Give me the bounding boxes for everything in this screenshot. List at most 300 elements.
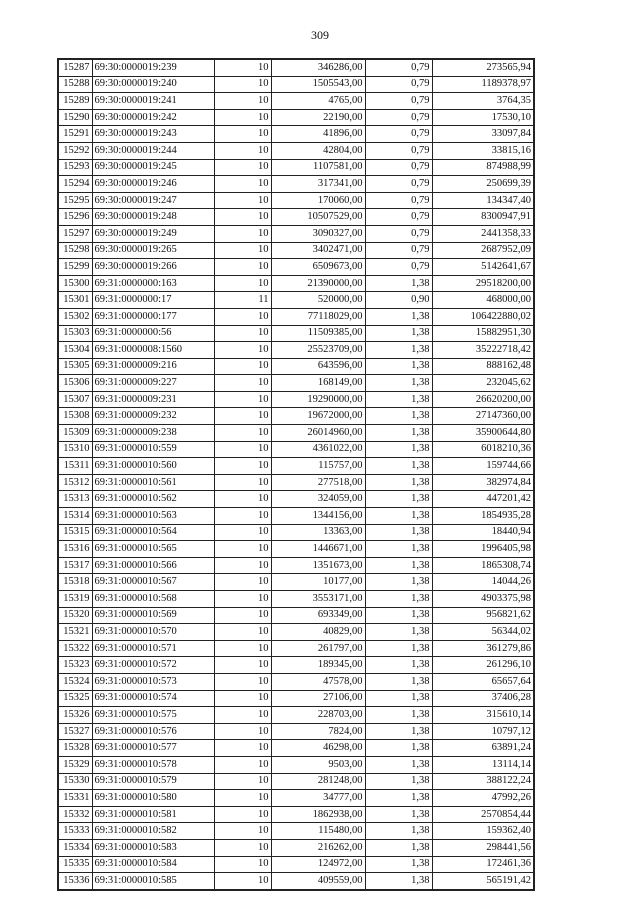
coefficient-cell: 1,38 [365, 458, 432, 475]
table-row [58, 557, 534, 574]
amount-cell: 2687952,09 [432, 242, 534, 259]
cadastral-number-cell: 69:31:0000010:574 [92, 690, 214, 707]
area-value-cell: 346286,00 [271, 59, 365, 76]
table-row [58, 192, 534, 209]
coefficient-cell: 1,38 [365, 624, 432, 641]
area-value-cell: 189345,00 [271, 657, 365, 674]
amount-cell: 261296,10 [432, 657, 534, 674]
coefficient-cell: 0,79 [365, 93, 432, 110]
cadastral-number-cell: 69:31:0000010:579 [92, 773, 214, 790]
category-code-cell: 10 [214, 657, 271, 674]
area-value-cell: 409559,00 [271, 873, 365, 890]
row-number-cell: 15311 [58, 458, 92, 475]
row-number-cell: 15296 [58, 209, 92, 226]
amount-cell: 63891,24 [432, 740, 534, 757]
row-number-cell: 15327 [58, 723, 92, 740]
area-value-cell: 1446671,00 [271, 541, 365, 558]
row-number-cell: 15297 [58, 225, 92, 242]
row-number-cell: 15319 [58, 591, 92, 608]
area-value-cell: 22190,00 [271, 109, 365, 126]
cadastral-number-cell: 69:31:0000000:17 [92, 292, 214, 309]
cadastral-number-cell: 69:31:0000010:563 [92, 508, 214, 525]
area-value-cell: 1505543,00 [271, 76, 365, 93]
table-row [58, 756, 534, 773]
row-number-cell: 15295 [58, 192, 92, 209]
area-value-cell: 7824,00 [271, 723, 365, 740]
row-number-cell: 15288 [58, 76, 92, 93]
coefficient-cell: 1,38 [365, 806, 432, 823]
category-code-cell: 10 [214, 225, 271, 242]
amount-cell: 56344,02 [432, 624, 534, 641]
table-row [58, 773, 534, 790]
cadastral-number-cell: 69:31:0000010:585 [92, 873, 214, 890]
table-row [58, 823, 534, 840]
row-number-cell: 15292 [58, 142, 92, 159]
cadastral-number-cell: 69:31:0000010:580 [92, 790, 214, 807]
row-number-cell: 15335 [58, 856, 92, 873]
row-number-cell: 15299 [58, 259, 92, 276]
amount-cell: 6018210,36 [432, 441, 534, 458]
row-number-cell: 15287 [58, 59, 92, 76]
area-value-cell: 115757,00 [271, 458, 365, 475]
cadastral-number-cell: 69:31:0000010:583 [92, 839, 214, 856]
cadastral-number-cell: 69:30:0000019:245 [92, 159, 214, 176]
table-row [58, 391, 534, 408]
row-number-cell: 15326 [58, 707, 92, 724]
category-code-cell: 10 [214, 441, 271, 458]
coefficient-cell: 1,38 [365, 425, 432, 442]
coefficient-cell: 1,38 [365, 723, 432, 740]
table-row [58, 126, 534, 143]
cadastral-number-cell: 69:31:0000000:177 [92, 308, 214, 325]
table-row [58, 673, 534, 690]
table-row [58, 225, 534, 242]
area-value-cell: 3402471,00 [271, 242, 365, 259]
coefficient-cell: 1,38 [365, 508, 432, 525]
cadastral-number-cell: 69:31:0000009:227 [92, 375, 214, 392]
category-code-cell: 10 [214, 458, 271, 475]
coefficient-cell: 1,38 [365, 474, 432, 491]
cadastral-number-cell: 69:31:0000009:232 [92, 408, 214, 425]
row-number-cell: 15289 [58, 93, 92, 110]
row-number-cell: 15333 [58, 823, 92, 840]
amount-cell: 10797,12 [432, 723, 534, 740]
amount-cell: 1854935,28 [432, 508, 534, 525]
table-row [58, 541, 534, 558]
amount-cell: 1865308,74 [432, 557, 534, 574]
coefficient-cell: 0,90 [365, 292, 432, 309]
category-code-cell: 10 [214, 574, 271, 591]
category-code-cell: 10 [214, 59, 271, 76]
cadastral-number-cell: 69:31:0000010:576 [92, 723, 214, 740]
area-value-cell: 124972,00 [271, 856, 365, 873]
table-row [58, 93, 534, 110]
table-row [58, 591, 534, 608]
amount-cell: 273565,94 [432, 59, 534, 76]
coefficient-cell: 0,79 [365, 225, 432, 242]
row-number-cell: 15309 [58, 425, 92, 442]
amount-cell: 18440,94 [432, 524, 534, 541]
row-number-cell: 15290 [58, 109, 92, 126]
category-code-cell: 10 [214, 707, 271, 724]
cadastral-number-cell: 69:30:0000019:248 [92, 209, 214, 226]
area-value-cell: 643596,00 [271, 358, 365, 375]
area-value-cell: 19672000,00 [271, 408, 365, 425]
row-number-cell: 15320 [58, 607, 92, 624]
amount-cell: 382974,84 [432, 474, 534, 491]
category-code-cell: 10 [214, 856, 271, 873]
area-value-cell: 46298,00 [271, 740, 365, 757]
coefficient-cell: 1,38 [365, 707, 432, 724]
coefficient-cell: 0,79 [365, 59, 432, 76]
cadastral-number-cell: 69:31:0000010:584 [92, 856, 214, 873]
area-value-cell: 10177,00 [271, 574, 365, 591]
cadastral-number-cell: 69:30:0000019:246 [92, 176, 214, 193]
amount-cell: 26620200,00 [432, 391, 534, 408]
amount-cell: 33815,16 [432, 142, 534, 159]
category-code-cell: 10 [214, 342, 271, 359]
table-row [58, 839, 534, 856]
table-row [58, 690, 534, 707]
table-row [58, 76, 534, 93]
row-number-cell: 15291 [58, 126, 92, 143]
table-row [58, 159, 534, 176]
category-code-cell: 10 [214, 773, 271, 790]
cadastral-number-cell: 69:30:0000019:265 [92, 242, 214, 259]
row-number-cell: 15317 [58, 557, 92, 574]
cadastral-number-cell: 69:31:0000009:216 [92, 358, 214, 375]
coefficient-cell: 0,79 [365, 142, 432, 159]
area-value-cell: 277518,00 [271, 474, 365, 491]
coefficient-cell: 1,38 [365, 640, 432, 657]
table-row [58, 308, 534, 325]
amount-cell: 888162,48 [432, 358, 534, 375]
row-number-cell: 15331 [58, 790, 92, 807]
area-value-cell: 168149,00 [271, 375, 365, 392]
amount-cell: 37406,28 [432, 690, 534, 707]
category-code-cell: 10 [214, 358, 271, 375]
row-number-cell: 15308 [58, 408, 92, 425]
cadastral-number-cell: 69:31:0000010:564 [92, 524, 214, 541]
category-code-cell: 10 [214, 740, 271, 757]
table-row [58, 59, 534, 76]
amount-cell: 35222718,42 [432, 342, 534, 359]
area-value-cell: 1351673,00 [271, 557, 365, 574]
coefficient-cell: 1,38 [365, 358, 432, 375]
area-value-cell: 9503,00 [271, 756, 365, 773]
category-code-cell: 10 [214, 76, 271, 93]
row-number-cell: 15304 [58, 342, 92, 359]
category-code-cell: 10 [214, 275, 271, 292]
row-number-cell: 15301 [58, 292, 92, 309]
cadastral-number-cell: 69:31:0000010:572 [92, 657, 214, 674]
amount-cell: 27147360,00 [432, 408, 534, 425]
table-row [58, 740, 534, 757]
amount-cell: 15882951,30 [432, 325, 534, 342]
area-value-cell: 13363,00 [271, 524, 365, 541]
cadastral-number-cell: 69:30:0000019:240 [92, 76, 214, 93]
category-code-cell: 10 [214, 408, 271, 425]
amount-cell: 35900644,80 [432, 425, 534, 442]
cadastral-number-cell: 69:31:0000010:571 [92, 640, 214, 657]
area-value-cell: 281248,00 [271, 773, 365, 790]
cadastral-number-cell: 69:30:0000019:239 [92, 59, 214, 76]
cadastral-number-cell: 69:30:0000019:241 [92, 93, 214, 110]
row-number-cell: 15329 [58, 756, 92, 773]
table-row [58, 242, 534, 259]
cadastral-number-cell: 69:31:0000008:1560 [92, 342, 214, 359]
coefficient-cell: 1,38 [365, 574, 432, 591]
amount-cell: 159362,40 [432, 823, 534, 840]
category-code-cell: 10 [214, 391, 271, 408]
cadastral-number-cell: 69:31:0000010:581 [92, 806, 214, 823]
area-value-cell: 170060,00 [271, 192, 365, 209]
coefficient-cell: 1,38 [365, 325, 432, 342]
table-row [58, 142, 534, 159]
cadastral-number-cell: 69:31:0000010:568 [92, 591, 214, 608]
category-code-cell: 10 [214, 176, 271, 193]
coefficient-cell: 0,79 [365, 259, 432, 276]
table-row [58, 508, 534, 525]
area-value-cell: 228703,00 [271, 707, 365, 724]
amount-cell: 250699,39 [432, 176, 534, 193]
area-value-cell: 520000,00 [271, 292, 365, 309]
amount-cell: 5142641,67 [432, 259, 534, 276]
coefficient-cell: 1,38 [365, 391, 432, 408]
table-row [58, 176, 534, 193]
coefficient-cell: 1,38 [365, 856, 432, 873]
category-code-cell: 10 [214, 823, 271, 840]
cadastral-number-cell: 69:31:0000010:578 [92, 756, 214, 773]
row-number-cell: 15305 [58, 358, 92, 375]
cadastral-number-cell: 69:31:0000010:577 [92, 740, 214, 757]
cadastral-number-cell: 69:30:0000019:247 [92, 192, 214, 209]
area-value-cell: 693349,00 [271, 607, 365, 624]
cadastral-number-cell: 69:31:0000009:238 [92, 425, 214, 442]
category-code-cell: 10 [214, 557, 271, 574]
cadastral-number-cell: 69:31:0000009:231 [92, 391, 214, 408]
coefficient-cell: 1,38 [365, 607, 432, 624]
category-code-cell: 10 [214, 640, 271, 657]
row-number-cell: 15310 [58, 441, 92, 458]
amount-cell: 13114,14 [432, 756, 534, 773]
amount-cell: 159744,66 [432, 458, 534, 475]
area-value-cell: 115480,00 [271, 823, 365, 840]
coefficient-cell: 1,38 [365, 690, 432, 707]
cadastral-number-cell: 69:31:0000010:559 [92, 441, 214, 458]
cadastral-number-cell: 69:30:0000019:244 [92, 142, 214, 159]
category-code-cell: 11 [214, 292, 271, 309]
amount-cell: 47992,26 [432, 790, 534, 807]
row-number-cell: 15314 [58, 508, 92, 525]
coefficient-cell: 1,38 [365, 591, 432, 608]
coefficient-cell: 1,38 [365, 873, 432, 890]
table-row [58, 275, 534, 292]
category-code-cell: 10 [214, 690, 271, 707]
coefficient-cell: 1,38 [365, 740, 432, 757]
row-number-cell: 15321 [58, 624, 92, 641]
amount-cell: 33097,84 [432, 126, 534, 143]
table-row [58, 259, 534, 276]
amount-cell: 8300947,91 [432, 209, 534, 226]
area-value-cell: 25523709,00 [271, 342, 365, 359]
category-code-cell: 10 [214, 624, 271, 641]
table-row [58, 474, 534, 491]
amount-cell: 232045,62 [432, 375, 534, 392]
cadastral-number-cell: 69:31:0000010:562 [92, 491, 214, 508]
amount-cell: 14044,26 [432, 574, 534, 591]
table-row [58, 607, 534, 624]
amount-cell: 4903375,98 [432, 591, 534, 608]
row-number-cell: 15313 [58, 491, 92, 508]
area-value-cell: 26014960,00 [271, 425, 365, 442]
amount-cell: 2570854,44 [432, 806, 534, 823]
category-code-cell: 10 [214, 607, 271, 624]
table-row [58, 292, 534, 309]
row-number-cell: 15293 [58, 159, 92, 176]
coefficient-cell: 0,79 [365, 159, 432, 176]
table-row [58, 425, 534, 442]
coefficient-cell: 0,79 [365, 242, 432, 259]
cadastral-number-cell: 69:31:0000010:575 [92, 707, 214, 724]
table-row [58, 574, 534, 591]
coefficient-cell: 1,38 [365, 441, 432, 458]
coefficient-cell: 0,79 [365, 176, 432, 193]
row-number-cell: 15302 [58, 308, 92, 325]
cadastral-number-cell: 69:31:0000010:566 [92, 557, 214, 574]
row-number-cell: 15324 [58, 673, 92, 690]
coefficient-cell: 1,38 [365, 823, 432, 840]
table-row [58, 491, 534, 508]
coefficient-cell: 1,38 [365, 756, 432, 773]
area-value-cell: 21390000,00 [271, 275, 365, 292]
coefficient-cell: 0,79 [365, 192, 432, 209]
coefficient-cell: 1,38 [365, 375, 432, 392]
row-number-cell: 15306 [58, 375, 92, 392]
category-code-cell: 10 [214, 325, 271, 342]
row-number-cell: 15323 [58, 657, 92, 674]
cadastral-number-cell: 69:31:0000010:570 [92, 624, 214, 641]
table-row [58, 806, 534, 823]
row-number-cell: 15315 [58, 524, 92, 541]
cadastral-number-cell: 69:30:0000019:249 [92, 225, 214, 242]
area-value-cell: 41896,00 [271, 126, 365, 143]
row-number-cell: 15336 [58, 873, 92, 890]
coefficient-cell: 1,38 [365, 673, 432, 690]
table-row [58, 375, 534, 392]
table-row [58, 342, 534, 359]
table-row [58, 640, 534, 657]
cadastral-number-cell: 69:31:0000000:56 [92, 325, 214, 342]
amount-cell: 565191,42 [432, 873, 534, 890]
amount-cell: 1996405,98 [432, 541, 534, 558]
row-number-cell: 15334 [58, 839, 92, 856]
area-value-cell: 77118029,00 [271, 308, 365, 325]
row-number-cell: 15332 [58, 806, 92, 823]
category-code-cell: 10 [214, 491, 271, 508]
table-row [58, 524, 534, 541]
table-row [58, 707, 534, 724]
category-code-cell: 10 [214, 142, 271, 159]
amount-cell: 447201,42 [432, 491, 534, 508]
cadastral-number-cell: 69:30:0000019:242 [92, 109, 214, 126]
amount-cell: 388122,24 [432, 773, 534, 790]
category-code-cell: 10 [214, 259, 271, 276]
amount-cell: 134347,40 [432, 192, 534, 209]
amount-cell: 874988,99 [432, 159, 534, 176]
table-row [58, 209, 534, 226]
row-number-cell: 15298 [58, 242, 92, 259]
cadastral-number-cell: 69:31:0000010:565 [92, 541, 214, 558]
area-value-cell: 1107581,00 [271, 159, 365, 176]
row-number-cell: 15312 [58, 474, 92, 491]
area-value-cell: 42804,00 [271, 142, 365, 159]
area-value-cell: 317341,00 [271, 176, 365, 193]
category-code-cell: 10 [214, 474, 271, 491]
category-code-cell: 10 [214, 673, 271, 690]
area-value-cell: 34777,00 [271, 790, 365, 807]
coefficient-cell: 0,79 [365, 209, 432, 226]
row-number-cell: 15307 [58, 391, 92, 408]
category-code-cell: 10 [214, 209, 271, 226]
amount-cell: 2441358,33 [432, 225, 534, 242]
area-value-cell: 3090327,00 [271, 225, 365, 242]
row-number-cell: 15300 [58, 275, 92, 292]
category-code-cell: 10 [214, 541, 271, 558]
coefficient-cell: 0,79 [365, 126, 432, 143]
row-number-cell: 15330 [58, 773, 92, 790]
category-code-cell: 10 [214, 126, 271, 143]
category-code-cell: 10 [214, 508, 271, 525]
area-value-cell: 4765,00 [271, 93, 365, 110]
category-code-cell: 10 [214, 109, 271, 126]
category-code-cell: 10 [214, 93, 271, 110]
coefficient-cell: 1,38 [365, 657, 432, 674]
cadastral-number-cell: 69:31:0000010:569 [92, 607, 214, 624]
row-number-cell: 15328 [58, 740, 92, 757]
row-number-cell: 15325 [58, 690, 92, 707]
amount-cell: 172461,36 [432, 856, 534, 873]
coefficient-cell: 1,38 [365, 308, 432, 325]
category-code-cell: 10 [214, 839, 271, 856]
amount-cell: 1189378,97 [432, 76, 534, 93]
category-code-cell: 10 [214, 375, 271, 392]
coefficient-cell: 1,38 [365, 524, 432, 541]
area-value-cell: 11509385,00 [271, 325, 365, 342]
category-code-cell: 10 [214, 308, 271, 325]
category-code-cell: 10 [214, 242, 271, 259]
table-row [58, 325, 534, 342]
coefficient-cell: 1,38 [365, 408, 432, 425]
category-code-cell: 10 [214, 873, 271, 890]
row-number-cell: 15316 [58, 541, 92, 558]
table-row [58, 657, 534, 674]
page-number: 309 [311, 28, 329, 42]
table-row [58, 358, 534, 375]
cadastral-number-cell: 69:31:0000010:573 [92, 673, 214, 690]
area-value-cell: 1344156,00 [271, 508, 365, 525]
amount-cell: 956821,62 [432, 607, 534, 624]
area-value-cell: 324059,00 [271, 491, 365, 508]
cadastral-number-cell: 69:30:0000019:243 [92, 126, 214, 143]
cadastral-number-cell: 69:31:0000000:163 [92, 275, 214, 292]
area-value-cell: 6509673,00 [271, 259, 365, 276]
category-code-cell: 10 [214, 591, 271, 608]
coefficient-cell: 0,79 [365, 76, 432, 93]
area-value-cell: 216262,00 [271, 839, 365, 856]
coefficient-cell: 0,79 [365, 109, 432, 126]
category-code-cell: 10 [214, 524, 271, 541]
